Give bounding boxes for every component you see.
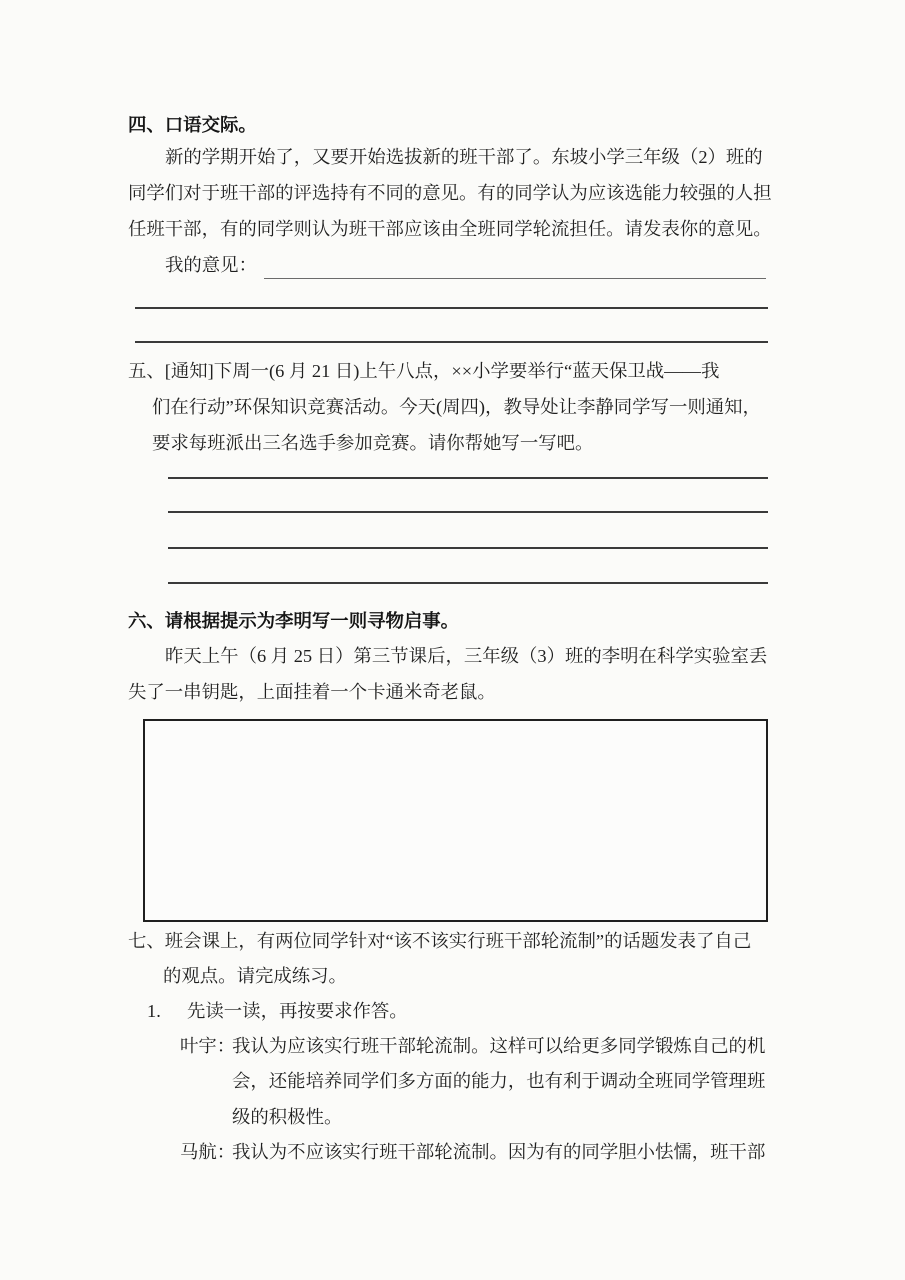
- blank-writing-rule: [135, 307, 768, 309]
- section-4-answer-prompt: 我的意见：: [165, 255, 257, 275]
- blank-writing-rule: [168, 511, 768, 513]
- section-4-paragraph-line-1: 新的学期开始了，又要开始选拔新的班干部了。东坡小学三年级（2）班的: [165, 147, 763, 167]
- section-5-line-1: 五、[通知]下周一(6 月 21 日)上午八点，××小学要举行“蓝天保卫战——我: [128, 361, 720, 381]
- dialog-yeyu-line-2: 会，还能培养同学们多方面的能力，也有利于调动全班同学管理班: [232, 1071, 766, 1091]
- blank-writing-rule: [135, 341, 768, 343]
- dialog-yeyu-line-1: 我认为应该实行班干部轮流制。这样可以给更多同学锻炼自己的机: [232, 1036, 766, 1056]
- dialog-speaker-mahang: 马航：: [180, 1142, 236, 1162]
- section-5-line-3: 要求每班派出三名选手参加竞赛。请你帮她写一写吧。: [152, 433, 594, 453]
- section-5-line-2: 们在行动”环保知识竞赛活动。今天(周四)，教导处让李静同学写一则通知，: [152, 397, 761, 417]
- dialog-yeyu-line-3: 级的积极性。: [232, 1107, 343, 1127]
- section-7-intro-line-2: 的观点。请完成练习。: [163, 966, 347, 986]
- dialog-mahang-line-1: 我认为不应该实行班干部轮流制。因为有的同学胆小怯懦，班干部: [232, 1142, 766, 1162]
- lost-notice-answer-box: [143, 719, 768, 922]
- section-7-intro-line-1: 七、班会课上，有两位同学针对“该不该实行班干部轮流制”的话题发表了自己: [128, 931, 752, 951]
- dialog-speaker-yeyu: 叶宇：: [180, 1036, 236, 1056]
- question-1-text: 先读一读，再按要求作答。: [187, 1001, 408, 1021]
- blank-writing-rule: [168, 477, 768, 479]
- section-4-heading: 四、口语交际。: [128, 115, 257, 135]
- section-6-paragraph-line-2: 失了一串钥匙，上面挂着一个卡通米奇老鼠。: [128, 682, 496, 702]
- section-6-paragraph-line-1: 昨天上午（6 月 25 日）第三节课后，三年级（3）班的李明在科学实验室丢: [165, 646, 768, 666]
- answer-prompt-underline: [264, 278, 766, 279]
- blank-writing-rule: [168, 547, 768, 549]
- question-1-number: 1.: [147, 1001, 161, 1021]
- blank-writing-rule: [168, 582, 768, 584]
- section-4-paragraph-line-2: 同学们对于班干部的评选持有不同的意见。有的同学认为应该选能力较强的人担: [128, 183, 772, 203]
- section-4-paragraph-line-3: 任班干部，有的同学则认为班干部应该由全班同学轮流担任。请发表你的意见。: [128, 219, 772, 239]
- section-6-heading: 六、请根据提示为李明写一则寻物启事。: [128, 611, 460, 631]
